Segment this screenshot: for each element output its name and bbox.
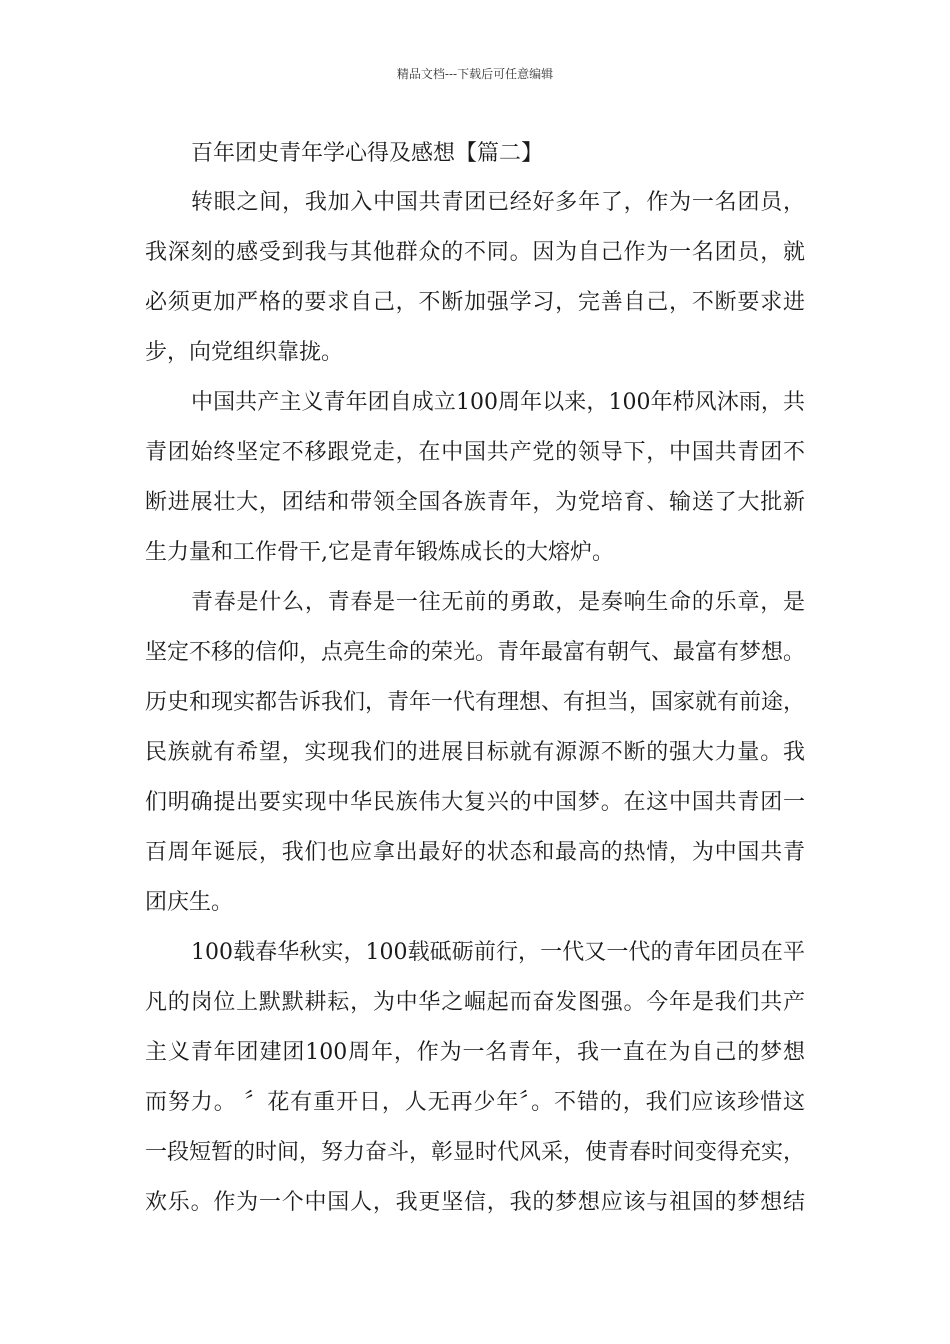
paragraph-line: 100载春华秋实，100载砥砺前行，一代又一代的青年团员在平 xyxy=(191,940,805,965)
paragraph-line: 凡的岗位上默默耕耘，为中华之崛起而奋发图强。今年是我们共产 xyxy=(145,990,805,1015)
page-header: 精品文档---下载后可任意编辑 xyxy=(396,67,554,81)
document-body xyxy=(145,130,805,1228)
paragraph-line: 团庆生。 xyxy=(145,890,234,915)
paragraph-1 xyxy=(145,178,805,378)
paragraph-4 xyxy=(145,928,805,1228)
paragraph-line: 我深刻的感受到我与其他群众的不同。因为自己作为一名团员，就 xyxy=(145,240,805,265)
paragraph-2 xyxy=(145,378,805,578)
paragraph-line: 必须更加严格的要求自己，不断加强学习，完善自己，不断要求进 xyxy=(145,290,805,315)
paragraph-line: 步，向党组织靠拢。 xyxy=(145,340,344,365)
paragraph-line: 断进展壮大，团结和带领全国各族青年，为党培育、输送了大批新 xyxy=(145,490,805,515)
paragraph-line: 青春是什么，青春是一往无前的勇敢，是奏响生命的乐章，是 xyxy=(191,590,805,615)
paragraph-line: 坚定不移的信仰，点亮生命的荣光。青年最富有朝气、最富有梦想。 xyxy=(145,640,806,665)
paragraph-line: 一段短暂的时间，努力奋斗，彰显时代风采，使青春时间变得充实， xyxy=(145,1140,806,1165)
paragraph-line: 主义青年团建团100周年，作为一名青年，我一直在为自己的梦想 xyxy=(145,1040,805,1065)
paragraph-line: 们明确提出要实现中华民族伟大复兴的中国梦。在这中国共青团一 xyxy=(145,790,805,815)
paragraph-line: 历史和现实都告诉我们，青年一代有理想、有担当，国家就有前途， xyxy=(145,690,806,715)
paragraph-line: 而努力。 〞花有重开日，人无再少年〞。不错的，我们应该珍惜这 xyxy=(145,1090,805,1115)
paragraph-line: 转眼之间，我加入中国共青团已经好多年了，作为一名团员， xyxy=(191,190,805,215)
paragraph-line: 青团始终坚定不移跟党走，在中国共产党的领导下，中国共青团不 xyxy=(145,440,805,465)
paragraph-line: 欢乐。作为一个中国人，我更坚信，我的梦想应该与祖国的梦想结 xyxy=(145,1190,805,1215)
paragraph-line: 百周年诞辰，我们也应拿出最好的状态和最高的热情，为中国共青 xyxy=(145,840,805,865)
paragraph-line: 民族就有希望，实现我们的进展目标就有源源不断的强大力量。我 xyxy=(145,740,805,765)
paragraph-line: 生力量和工作骨干,它是青年锻炼成长的大熔炉。 xyxy=(145,540,614,565)
document-title: 百年团史青年学心得及感想【篇二】 xyxy=(191,141,544,166)
paragraph-line: 中国共产主义青年团自成立100周年以来，100年栉风沐雨，共 xyxy=(191,390,805,415)
paragraph-3 xyxy=(145,578,805,928)
